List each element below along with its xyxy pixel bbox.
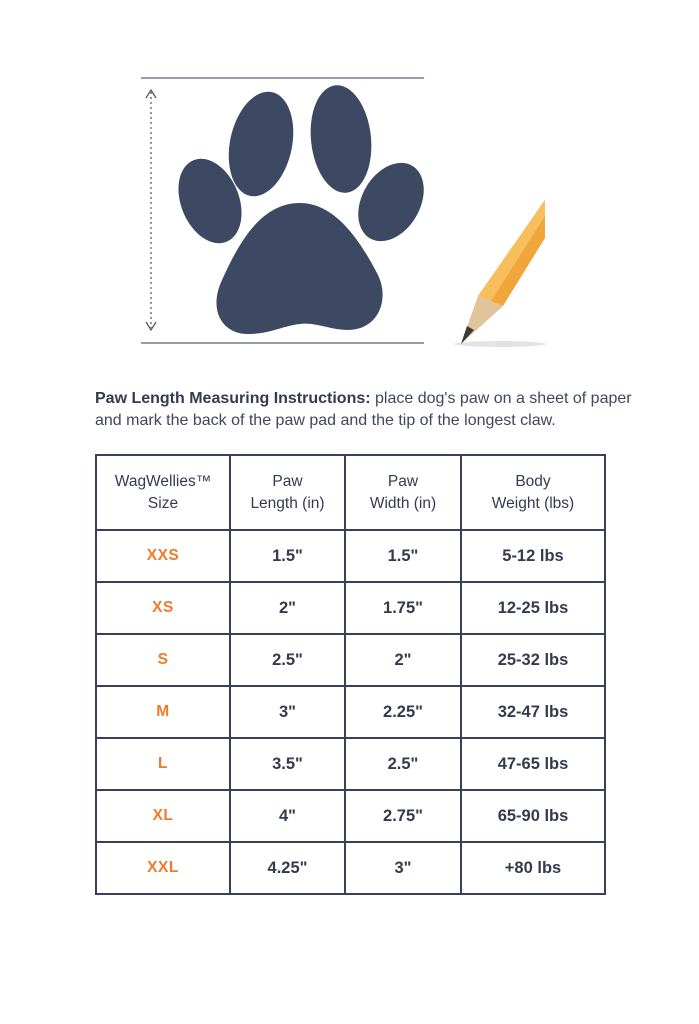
body-weight-cell: 32-47 lbs (461, 686, 605, 738)
size-cell: XL (96, 790, 230, 842)
paw-length-cell: 2.5" (230, 634, 345, 686)
table-row (96, 582, 605, 634)
paw-width-cell: 3" (345, 842, 461, 894)
paw-length-cell: 1.5" (230, 530, 345, 582)
size-cell: XXS (96, 530, 230, 582)
paw-width-cell: 1.75" (345, 582, 461, 634)
double-arrow-icon (146, 90, 156, 330)
body-weight-cell: 47-65 lbs (461, 738, 605, 790)
pencil-icon (454, 200, 546, 347)
paw-width-cell: 2.25" (345, 686, 461, 738)
paw-measurement-illustration (0, 0, 699, 360)
header-paw-width: Paw Width (in) (345, 455, 461, 530)
table-row (96, 634, 605, 686)
paw-print-icon (167, 82, 437, 334)
table-row (96, 686, 605, 738)
paw-width-cell: 2.75" (345, 790, 461, 842)
table-row (96, 738, 605, 790)
body-weight-cell: 12-25 lbs (461, 582, 605, 634)
size-cell: XS (96, 582, 230, 634)
size-cell: S (96, 634, 230, 686)
table-row (96, 790, 605, 842)
paw-width-cell: 1.5" (345, 530, 461, 582)
body-weight-cell: 5-12 lbs (461, 530, 605, 582)
paw-width-cell: 2" (345, 634, 461, 686)
paw-width-cell: 2.5" (345, 738, 461, 790)
table-header-row (96, 455, 605, 530)
size-cell: M (96, 686, 230, 738)
paw-length-cell: 4" (230, 790, 345, 842)
instructions-lead: Paw Length Measuring Instructions: (95, 390, 371, 407)
header-paw-length: Paw Length (in) (230, 455, 345, 530)
measuring-instructions (95, 388, 635, 432)
size-chart-table (95, 454, 606, 895)
size-cell: XXL (96, 842, 230, 894)
table-row (96, 530, 605, 582)
body-weight-cell: 65-90 lbs (461, 790, 605, 842)
instructions-body: place dog's paw on a sheet of paper and mark the back of the paw pad and the tip of the longest claw. (95, 390, 632, 429)
header-size: WagWellies™ Size (96, 455, 230, 530)
size-cell: L (96, 738, 230, 790)
header-body-weight: Body Weight (lbs) (461, 455, 605, 530)
paw-length-cell: 3" (230, 686, 345, 738)
table-row (96, 842, 605, 894)
body-weight-cell: +80 lbs (461, 842, 605, 894)
paw-length-cell: 3.5" (230, 738, 345, 790)
body-weight-cell: 25-32 lbs (461, 634, 605, 686)
paw-length-cell: 4.25" (230, 842, 345, 894)
paw-length-cell: 2" (230, 582, 345, 634)
